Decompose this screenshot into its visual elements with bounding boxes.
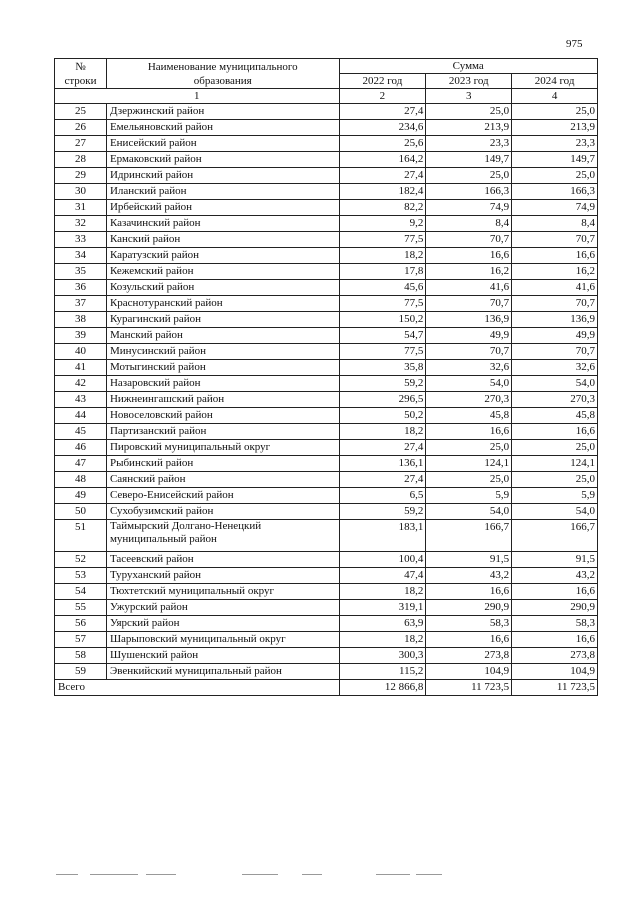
table-row [55,344,598,360]
value-2023-cell: 25,0 [426,168,512,184]
header-name-line1: Наименование муниципального [147,60,298,73]
budget-table [54,58,598,696]
row-number-cell: 30 [55,184,107,200]
value-2023-cell: 25,0 [426,104,512,120]
value-2024-cell: 25,0 [512,472,598,488]
municipality-name-cell: Казачинский район [106,216,339,232]
municipality-name-cell: Саянский район [106,472,339,488]
total-2024: 11 723,5 [512,680,598,696]
municipality-name-cell: Уярский район [106,616,339,632]
row-number-cell: 36 [55,280,107,296]
table-row [55,216,598,232]
table-header [55,59,598,104]
row-number-cell: 53 [55,568,107,584]
value-2024-cell: 54,0 [512,376,598,392]
table-row [55,248,598,264]
header-year-2023: 2023 год [426,74,512,89]
value-2022-cell: 17,8 [339,264,426,280]
scan-mark [56,874,78,875]
municipality-name-cell: Партизанский район [106,424,339,440]
value-2024-cell: 43,2 [512,568,598,584]
value-2023-cell: 70,7 [426,232,512,248]
value-2023-cell: 16,6 [426,424,512,440]
table-row [55,376,598,392]
total-2022: 12 866,8 [339,680,426,696]
value-2022-cell: 296,5 [339,392,426,408]
value-2023-cell: 124,1 [426,456,512,472]
header-column-number-3: 3 [426,89,512,104]
value-2022-cell: 319,1 [339,600,426,616]
row-number-cell: 50 [55,504,107,520]
row-number-cell: 49 [55,488,107,504]
row-number-cell: 39 [55,328,107,344]
value-2023-cell: 8,4 [426,216,512,232]
table-row [55,488,598,504]
municipality-name-cell: Таймырский Долгано-Ненецкий муниципальный район [106,520,339,552]
row-number-cell: 37 [55,296,107,312]
value-2022-cell: 77,5 [339,232,426,248]
table-row [55,264,598,280]
row-number-cell: 58 [55,648,107,664]
municipality-name-cell: Краснотуранский район [106,296,339,312]
value-2024-cell: 25,0 [512,104,598,120]
table-row [55,328,598,344]
header-municipality-name [106,59,339,89]
value-2022-cell: 27,4 [339,472,426,488]
municipality-name-cell: Шарыповский муниципальный округ [106,632,339,648]
row-number-cell: 41 [55,360,107,376]
table-row [55,136,598,152]
value-2023-cell: 16,2 [426,264,512,280]
municipality-name-cell: Иланский район [106,184,339,200]
value-2022-cell: 82,2 [339,200,426,216]
value-2024-cell: 74,9 [512,200,598,216]
value-2023-cell: 5,9 [426,488,512,504]
value-2023-cell: 166,3 [426,184,512,200]
value-2022-cell: 77,5 [339,344,426,360]
value-2024-cell: 104,9 [512,664,598,680]
row-number-cell: 59 [55,664,107,680]
municipality-name-cell: Ужурский район [106,600,339,616]
table-row [55,408,598,424]
value-2024-cell: 91,5 [512,552,598,568]
value-2022-cell: 136,1 [339,456,426,472]
value-2023-cell: 149,7 [426,152,512,168]
value-2022-cell: 59,2 [339,504,426,520]
table-row [55,440,598,456]
municipality-name-cell: Нижнеингашский район [106,392,339,408]
value-2022-cell: 164,2 [339,152,426,168]
municipality-name-cell: Туруханский район [106,568,339,584]
value-2023-cell: 58,3 [426,616,512,632]
value-2022-cell: 63,9 [339,616,426,632]
value-2024-cell: 5,9 [512,488,598,504]
value-2024-cell: 25,0 [512,168,598,184]
total-row [55,680,598,696]
value-2024-cell: 166,3 [512,184,598,200]
value-2022-cell: 182,4 [339,184,426,200]
table-row [55,504,598,520]
header-year-2024: 2024 год [512,74,598,89]
header-sum: Сумма [339,59,597,74]
total-2023: 11 723,5 [426,680,512,696]
row-number-cell: 56 [55,616,107,632]
value-2024-cell: 41,6 [512,280,598,296]
table-row [55,360,598,376]
row-number-cell: 44 [55,408,107,424]
value-2023-cell: 23,3 [426,136,512,152]
value-2024-cell: 45,8 [512,408,598,424]
row-number-cell: 47 [55,456,107,472]
page-number: 975 [566,38,583,50]
table-row [55,168,598,184]
municipality-name-cell: Северо-Енисейский район [106,488,339,504]
header-row-number-line2: строки [64,74,97,87]
value-2022-cell: 27,4 [339,440,426,456]
municipality-name-cell: Козульский район [106,280,339,296]
value-2022-cell: 183,1 [339,520,426,552]
value-2024-cell: 70,7 [512,344,598,360]
row-number-cell: 35 [55,264,107,280]
table-row [55,600,598,616]
row-number-cell: 55 [55,600,107,616]
value-2022-cell: 54,7 [339,328,426,344]
municipality-name-cell: Каратузский район [106,248,339,264]
table-row [55,120,598,136]
value-2024-cell: 54,0 [512,504,598,520]
row-number-cell: 33 [55,232,107,248]
table-row [55,520,598,552]
row-number-cell: 54 [55,584,107,600]
value-2024-cell: 149,7 [512,152,598,168]
value-2023-cell: 74,9 [426,200,512,216]
value-2022-cell: 77,5 [339,296,426,312]
table-row [55,184,598,200]
municipality-name-cell: Ермаковский район [106,152,339,168]
header-name-line2: образования [193,74,252,87]
header-year-2022: 2022 год [339,74,426,89]
header-column-number-2: 2 [339,89,426,104]
value-2024-cell: 124,1 [512,456,598,472]
header-row-number [55,59,107,89]
row-number-cell: 27 [55,136,107,152]
row-number-cell: 31 [55,200,107,216]
scan-mark [146,874,176,875]
row-number-cell: 38 [55,312,107,328]
row-number-cell: 29 [55,168,107,184]
value-2024-cell: 58,3 [512,616,598,632]
table-row [55,200,598,216]
scan-mark [242,874,278,875]
row-number-cell: 48 [55,472,107,488]
row-number-cell: 51 [55,520,107,552]
municipality-name-cell: Эвенкийский муниципальный район [106,664,339,680]
header-row-number-line1: № [75,60,86,73]
table-row [55,456,598,472]
value-2024-cell: 16,6 [512,424,598,440]
value-2024-cell: 49,9 [512,328,598,344]
row-number-cell: 28 [55,152,107,168]
row-number-cell: 52 [55,552,107,568]
total-label: Всего [55,680,340,696]
value-2024-cell: 166,7 [512,520,598,552]
table-row [55,424,598,440]
value-2022-cell: 6,5 [339,488,426,504]
value-2022-cell: 50,2 [339,408,426,424]
value-2023-cell: 70,7 [426,296,512,312]
value-2024-cell: 213,9 [512,120,598,136]
value-2023-cell: 70,7 [426,344,512,360]
table-row [55,552,598,568]
value-2022-cell: 18,2 [339,632,426,648]
value-2022-cell: 59,2 [339,376,426,392]
value-2022-cell: 115,2 [339,664,426,680]
value-2023-cell: 213,9 [426,120,512,136]
value-2024-cell: 16,6 [512,248,598,264]
value-2022-cell: 25,6 [339,136,426,152]
value-2022-cell: 18,2 [339,248,426,264]
scan-mark [302,874,322,875]
value-2023-cell: 290,9 [426,600,512,616]
municipality-name-cell: Тюхтетский муниципальный округ [106,584,339,600]
value-2023-cell: 16,6 [426,248,512,264]
table-row [55,392,598,408]
table-row [55,472,598,488]
table-row [55,296,598,312]
table-row [55,616,598,632]
table-body [55,104,598,680]
value-2022-cell: 35,8 [339,360,426,376]
value-2022-cell: 47,4 [339,568,426,584]
value-2022-cell: 9,2 [339,216,426,232]
row-number-cell: 32 [55,216,107,232]
value-2022-cell: 234,6 [339,120,426,136]
value-2022-cell: 300,3 [339,648,426,664]
value-2022-cell: 27,4 [339,104,426,120]
value-2024-cell: 16,6 [512,632,598,648]
row-number-cell: 25 [55,104,107,120]
value-2023-cell: 166,7 [426,520,512,552]
value-2022-cell: 18,2 [339,424,426,440]
value-2023-cell: 54,0 [426,376,512,392]
value-2023-cell: 32,6 [426,360,512,376]
value-2023-cell: 136,9 [426,312,512,328]
header-column-number-1: 1 [55,89,340,104]
table-row [55,152,598,168]
municipality-name-cell: Ирбейский район [106,200,339,216]
value-2024-cell: 70,7 [512,232,598,248]
table-row [55,312,598,328]
value-2023-cell: 43,2 [426,568,512,584]
municipality-name-cell: Пировский муниципальный округ [106,440,339,456]
value-2024-cell: 290,9 [512,600,598,616]
value-2024-cell: 32,6 [512,360,598,376]
table-row [55,648,598,664]
value-2023-cell: 104,9 [426,664,512,680]
table-row [55,584,598,600]
row-number-cell: 46 [55,440,107,456]
value-2023-cell: 91,5 [426,552,512,568]
table-row [55,232,598,248]
municipality-name-cell: Канский район [106,232,339,248]
value-2024-cell: 16,6 [512,584,598,600]
municipality-name-cell: Енисейский район [106,136,339,152]
value-2022-cell: 18,2 [339,584,426,600]
row-number-cell: 34 [55,248,107,264]
value-2024-cell: 273,8 [512,648,598,664]
value-2024-cell: 136,9 [512,312,598,328]
header-column-number-4: 4 [512,89,598,104]
table-row [55,104,598,120]
value-2023-cell: 25,0 [426,472,512,488]
municipality-name-cell: Новоселовский район [106,408,339,424]
value-2023-cell: 16,6 [426,632,512,648]
value-2024-cell: 70,7 [512,296,598,312]
row-number-cell: 26 [55,120,107,136]
value-2023-cell: 273,8 [426,648,512,664]
table-row [55,280,598,296]
value-2024-cell: 8,4 [512,216,598,232]
value-2023-cell: 54,0 [426,504,512,520]
municipality-name-cell: Курагинский район [106,312,339,328]
table-row [55,664,598,680]
row-number-cell: 45 [55,424,107,440]
municipality-name-cell: Манский район [106,328,339,344]
municipality-name-cell: Дзержинский район [106,104,339,120]
value-2024-cell: 23,3 [512,136,598,152]
value-2023-cell: 270,3 [426,392,512,408]
value-2023-cell: 45,8 [426,408,512,424]
value-2022-cell: 45,6 [339,280,426,296]
value-2022-cell: 100,4 [339,552,426,568]
value-2023-cell: 41,6 [426,280,512,296]
scan-mark [416,874,442,875]
municipality-name-cell: Кежемский район [106,264,339,280]
municipality-name-cell: Мотыгинский район [106,360,339,376]
bottom-scan-marks [56,874,576,875]
row-number-cell: 43 [55,392,107,408]
municipality-name-cell: Шушенский район [106,648,339,664]
municipality-name-cell: Идринский район [106,168,339,184]
scan-mark [90,874,138,875]
municipality-name-cell: Тасеевский район [106,552,339,568]
row-number-cell: 42 [55,376,107,392]
value-2024-cell: 25,0 [512,440,598,456]
table-row [55,568,598,584]
table-row [55,632,598,648]
value-2023-cell: 49,9 [426,328,512,344]
municipality-name-cell: Емельяновский район [106,120,339,136]
value-2022-cell: 150,2 [339,312,426,328]
municipality-name-cell: Назаровский район [106,376,339,392]
row-number-cell: 57 [55,632,107,648]
scan-mark [376,874,410,875]
municipality-name-cell: Рыбинский район [106,456,339,472]
row-number-cell: 40 [55,344,107,360]
value-2023-cell: 16,6 [426,584,512,600]
municipality-name-cell: Минусинский район [106,344,339,360]
value-2024-cell: 16,2 [512,264,598,280]
municipality-name-cell: Сухобузимский район [106,504,339,520]
value-2024-cell: 270,3 [512,392,598,408]
value-2023-cell: 25,0 [426,440,512,456]
value-2022-cell: 27,4 [339,168,426,184]
